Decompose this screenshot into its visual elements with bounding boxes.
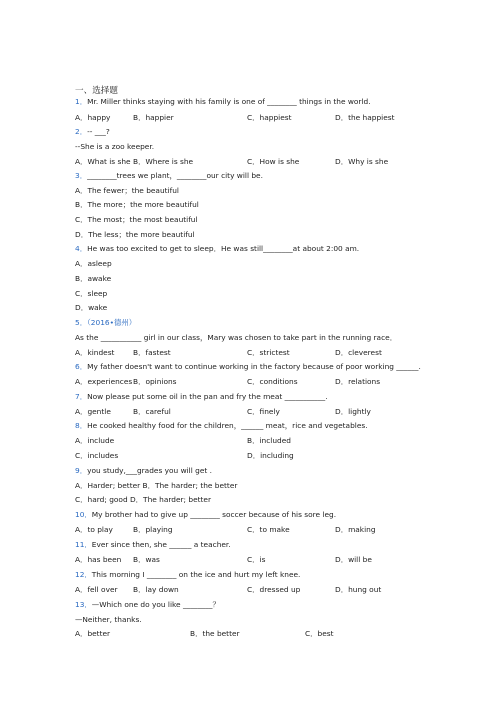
option-b[interactable]: B．happier xyxy=(133,113,174,122)
option-b[interactable]: B．awake xyxy=(75,274,112,283)
question-2 xyxy=(75,127,110,137)
question-3 xyxy=(75,171,263,181)
option-c[interactable]: C．happiest xyxy=(247,113,292,122)
question-10 xyxy=(75,510,336,520)
option-a[interactable]: A．gentle xyxy=(75,407,111,416)
option-b[interactable]: B．included xyxy=(247,436,291,445)
question-stem: My father doesn't want to continue working in the factory because of poor working ______. xyxy=(87,362,421,371)
question-5 xyxy=(75,318,136,328)
option-d[interactable]: D．relations xyxy=(335,377,381,386)
option-d[interactable]: D．including xyxy=(247,451,294,460)
question-number: 11． xyxy=(75,540,92,549)
question-stem: you study,___grades you will get . xyxy=(87,466,212,475)
option-a[interactable]: A．experiences xyxy=(75,377,133,386)
option-a[interactable]: A．has been xyxy=(75,555,122,564)
option-c[interactable]: C．conditions xyxy=(247,377,298,386)
question-1 xyxy=(75,97,371,107)
option-d[interactable]: D．making xyxy=(335,525,376,534)
question-stem: My brother had to give up ________ soccer because of his sore leg. xyxy=(91,510,337,519)
question-source: （2016•德州） xyxy=(87,318,137,327)
question-extra: --She is a zoo keeper. xyxy=(75,142,155,151)
question-number: 12． xyxy=(75,570,92,579)
option-cd[interactable]: C．hard; good D．The harder; better xyxy=(75,495,212,504)
option-d[interactable]: D．wake xyxy=(75,303,108,312)
question-number: 7． xyxy=(75,392,88,401)
option-a[interactable]: A．kindest xyxy=(75,348,115,357)
option-b[interactable]: B．fastest xyxy=(133,348,171,357)
option-b[interactable]: B．careful xyxy=(133,407,171,416)
question-stem: -- ___? xyxy=(87,127,110,136)
option-b[interactable]: B．opinions xyxy=(133,377,177,386)
option-ab[interactable]: A．Harder; better B．The harder; the better xyxy=(75,481,238,490)
question-13 xyxy=(75,600,220,610)
option-a[interactable]: A．The fewer；the beautiful xyxy=(75,186,179,195)
question-stem: He was too excited to get to sleep．He was still________at about 2:00 am. xyxy=(87,244,360,253)
option-c[interactable]: C．sleep xyxy=(75,289,108,298)
option-a[interactable]: A．fell over xyxy=(75,585,118,594)
option-b[interactable]: B．playing xyxy=(133,525,173,534)
question-number: 6． xyxy=(75,362,88,371)
section-title: 一、选择题 xyxy=(75,86,118,96)
option-b[interactable]: B．Where is she xyxy=(133,157,194,166)
option-a[interactable]: A．happy xyxy=(75,113,111,122)
option-c[interactable]: C．is xyxy=(247,555,266,564)
option-d[interactable]: D．will be xyxy=(335,555,372,564)
option-a[interactable]: A．to play xyxy=(75,525,113,534)
option-b[interactable]: B．lay down xyxy=(133,585,179,594)
option-c[interactable]: C．includes xyxy=(75,451,119,460)
question-stem: —Which one do you like ________？ xyxy=(91,600,220,609)
option-c[interactable]: C．best xyxy=(305,629,334,638)
option-d[interactable]: D．the happiest xyxy=(335,113,395,122)
option-d[interactable]: D．hung out xyxy=(335,585,382,594)
option-b[interactable]: B．the better xyxy=(190,629,240,638)
option-c[interactable]: C．to make xyxy=(247,525,290,534)
option-d[interactable]: D．cleverest xyxy=(335,348,382,357)
question-number: 13． xyxy=(75,600,92,609)
question-stem: He cooked healthy food for the children，______ meat，rice and vegetables. xyxy=(87,421,368,430)
question-extra: As the ___________ girl in our class，Mary was chosen to take part in the running race． xyxy=(75,333,398,342)
option-a[interactable]: A．better xyxy=(75,629,111,638)
option-c[interactable]: C．The most；the most beautiful xyxy=(75,215,198,224)
option-c[interactable]: C．dressed up xyxy=(247,585,301,594)
option-d[interactable]: D．lightly xyxy=(335,407,371,416)
question-extra: —Neither, thanks. xyxy=(75,615,142,624)
question-number: 10． xyxy=(75,510,92,519)
question-number: 5． xyxy=(75,318,88,327)
question-number: 2． xyxy=(75,127,88,136)
question-stem: Mr. Miller thinks staying with his family is one of ________ things in the world. xyxy=(87,97,371,106)
question-9 xyxy=(75,466,212,476)
question-number: 9． xyxy=(75,466,88,475)
question-7 xyxy=(75,392,328,402)
question-8 xyxy=(75,421,368,431)
option-a[interactable]: A．asleep xyxy=(75,259,112,268)
question-stem: Now please put some oil in the pan and fry the meat ___________. xyxy=(87,392,328,401)
question-11 xyxy=(75,540,231,550)
question-4 xyxy=(75,244,359,254)
question-number: 4． xyxy=(75,244,88,253)
question-stem: Ever since then, she ______ a teacher. xyxy=(91,540,231,549)
question-number: 1． xyxy=(75,97,88,106)
option-b[interactable]: B．was xyxy=(133,555,160,564)
option-c[interactable]: C．strictest xyxy=(247,348,290,357)
option-a[interactable]: A．include xyxy=(75,436,115,445)
option-b[interactable]: B．The more；the more beautiful xyxy=(75,200,199,209)
option-c[interactable]: C．finely xyxy=(247,407,280,416)
question-number: 8． xyxy=(75,421,88,430)
option-d[interactable]: D．The less；the more beautiful xyxy=(75,230,195,239)
question-number: 3． xyxy=(75,171,88,180)
option-c[interactable]: C．How is she xyxy=(247,157,300,166)
question-6 xyxy=(75,362,421,372)
question-stem: This morning I ________ on the ice and hurt my left knee. xyxy=(91,570,301,579)
question-12 xyxy=(75,570,300,580)
option-d[interactable]: D．Why is she xyxy=(335,157,389,166)
option-a[interactable]: A．What is she xyxy=(75,157,131,166)
question-stem: ________trees we plant，________our city will be. xyxy=(87,171,263,180)
